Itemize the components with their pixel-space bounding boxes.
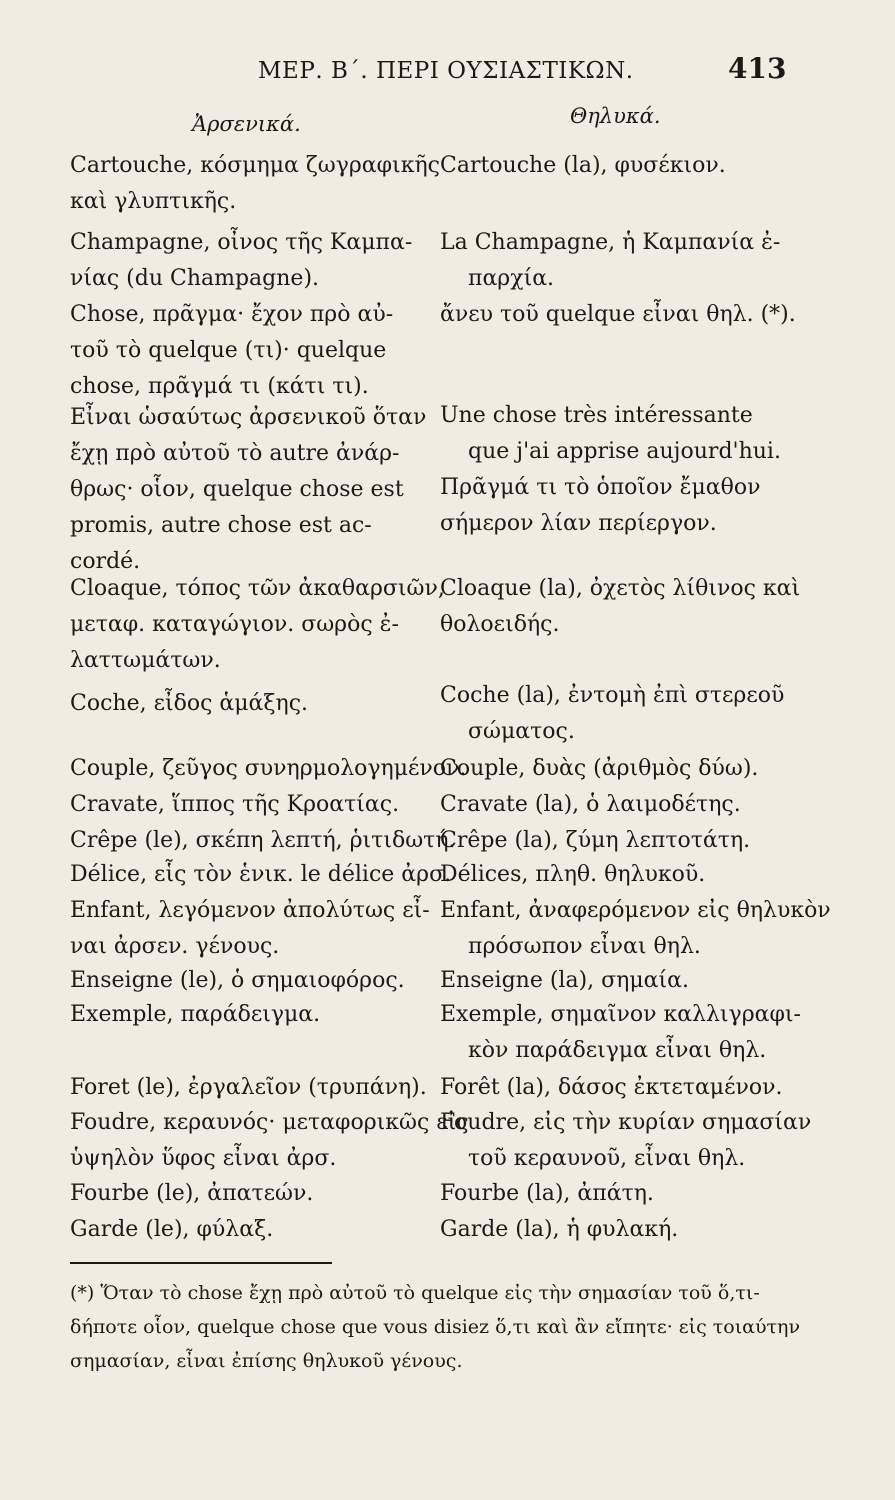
running-header: ΜΕΡ. Β΄. ΠΕΡΙ ΟΥΣΙΑΣΤΙΚΩΝ. [258, 58, 634, 84]
footnote-rule [70, 1262, 332, 1264]
left-entry-foudre: Foudre, κεραυνός· μεταφορικῶς εἰς ὑψηλὸν ὕφος εἶναι ἀρσ. [70, 1110, 469, 1171]
right-entry-cloaque: Cloaque (la), ὀχετὸς λίθινος καὶ θολοειδής. [440, 576, 801, 637]
masculine-column-heading: Ἀρσενικά. [192, 112, 301, 136]
left-entry-cravate: Cravate, ἵππος τῆς Κροατίας. [70, 792, 400, 817]
feminine-column-heading: Θηλυκά. [570, 104, 661, 128]
right-entry-exemple: Exemple, σημαῖνον καλλιγραφι- κὸν παράδειγμα εἶναι θηλ. [440, 1002, 801, 1063]
left-entry-crepe: Crêpe (le), σκέπη λεπτή, ῥιτιδωτή. [70, 828, 456, 853]
left-entry-foret: Foret (le), ἐργαλεῖον (τρυπάνη). [70, 1075, 427, 1100]
right-entry-delices: Délices, πληθ. θηλυκοῦ. [440, 862, 706, 887]
left-entry-cartouche: Cartouche, κόσμημα ζωγραφικῆς καὶ γλυπτικῆς. [70, 153, 440, 214]
right-entry-cravate: Cravate (la), ὁ λαιμοδέτης. [440, 792, 741, 817]
left-entry-chose-note: Εἶναι ὡσαύτως ἀρσενικοῦ ὅταν ἔχῃ πρὸ αὐτοῦ τὸ autre ἀνάρ- θρως· οἷον, quelque chose est promis, autre chose est ac- cordé. [70, 405, 427, 574]
right-entry-garde: Garde (la), ἡ φυλακή. [440, 1217, 679, 1242]
left-entry-fourbe: Fourbe (le), ἀπατεών. [70, 1181, 314, 1206]
right-entry-champagne: La Champagne, ἡ Καμπανία ἐ- παρχία. [440, 230, 781, 291]
left-entry-coche: Coche, εἶδος ἁμάξης. [70, 691, 309, 716]
right-entry-couple: Couple, δυὰς (ἀριθμὸς δύω). [440, 756, 759, 781]
right-entry-chose: ἄνευ τοῦ quelque εἶναι θηλ. (*). [440, 302, 796, 327]
left-entry-cloaque: Cloaque, τόπος τῶν ἀκαθαρσιῶν, μεταφ. καταγώγιον. σωρὸς ἐ- λαττωμάτων. [70, 576, 445, 673]
right-entry-crepe: Crêpe (la), ζύμη λεπτοτάτη. [440, 828, 751, 853]
left-entry-enfant: Enfant, λεγόμενον ἀπολύτως εἶ- ναι ἀρσεν. γένους. [70, 898, 430, 959]
left-entry-garde: Garde (le), φύλαξ. [70, 1217, 274, 1242]
left-entry-delice: Délice, εἷς τὸν ἑνικ. le délice ἀρσ. [70, 862, 452, 887]
right-entry-enfant: Enfant, ἀναφερόμενον εἰς θηλυκὸν πρόσωπον εἶναι θηλ. [440, 898, 831, 959]
right-entry-fourbe: Fourbe (la), ἀπάτη. [440, 1181, 654, 1206]
left-entry-exemple: Exemple, παράδειγμα. [70, 1002, 321, 1027]
right-entry-chose-example: Une chose très intéressante que j'ai apprise aujourd'hui. Πρᾶγμά τι τὸ ὁποῖον ἔμαθον σήμερον λίαν περίεργον. [440, 403, 781, 536]
right-entry-cartouche: Cartouche (la), φυσέκιον. [440, 153, 726, 178]
right-entry-foret: Forêt (la), δάσος ἐκτεταμένον. [440, 1075, 783, 1100]
right-entry-coche: Coche (la), ἐντομὴ ἐπὶ στερεοῦ σώματος. [440, 683, 785, 744]
footnote: (*) Ὅταν τὸ chose ἔχῃ πρὸ αὐτοῦ τὸ quelque εἰς τὴν σημασίαν τοῦ ὅ,τι- δήποτε οἷον, quelque chose que vous disiez ὅ,τι καὶ ἂν εἴπητε· εἰς τοιαύτην σημασίαν, εἶναι ἐπίσης θηλυκοῦ γένους. [70, 1282, 800, 1372]
left-entry-couple: Couple, ζεῦγος συνηρμολογημένον. [70, 756, 467, 781]
right-entry-enseigne: Enseigne (la), σημαία. [440, 968, 689, 993]
page-number: 413 [728, 52, 787, 85]
right-entry-foudre: Foudre, εἰς τὴν κυρίαν σημασίαν τοῦ κεραυνοῦ, εἶναι θηλ. [440, 1110, 812, 1171]
left-entry-champagne: Champagne, οἶνος τῆς Καμπα- νίας (du Champagne). [70, 230, 413, 291]
left-entry-enseigne: Enseigne (le), ὁ σημαιοφόρος. [70, 968, 405, 993]
left-entry-chose: Chose, πρᾶγμα· ἔχον πρὸ αὐ- τοῦ τὸ quelque (τι)· quelque chose, πρᾶγμά τι (κάτι τι). [70, 302, 394, 399]
